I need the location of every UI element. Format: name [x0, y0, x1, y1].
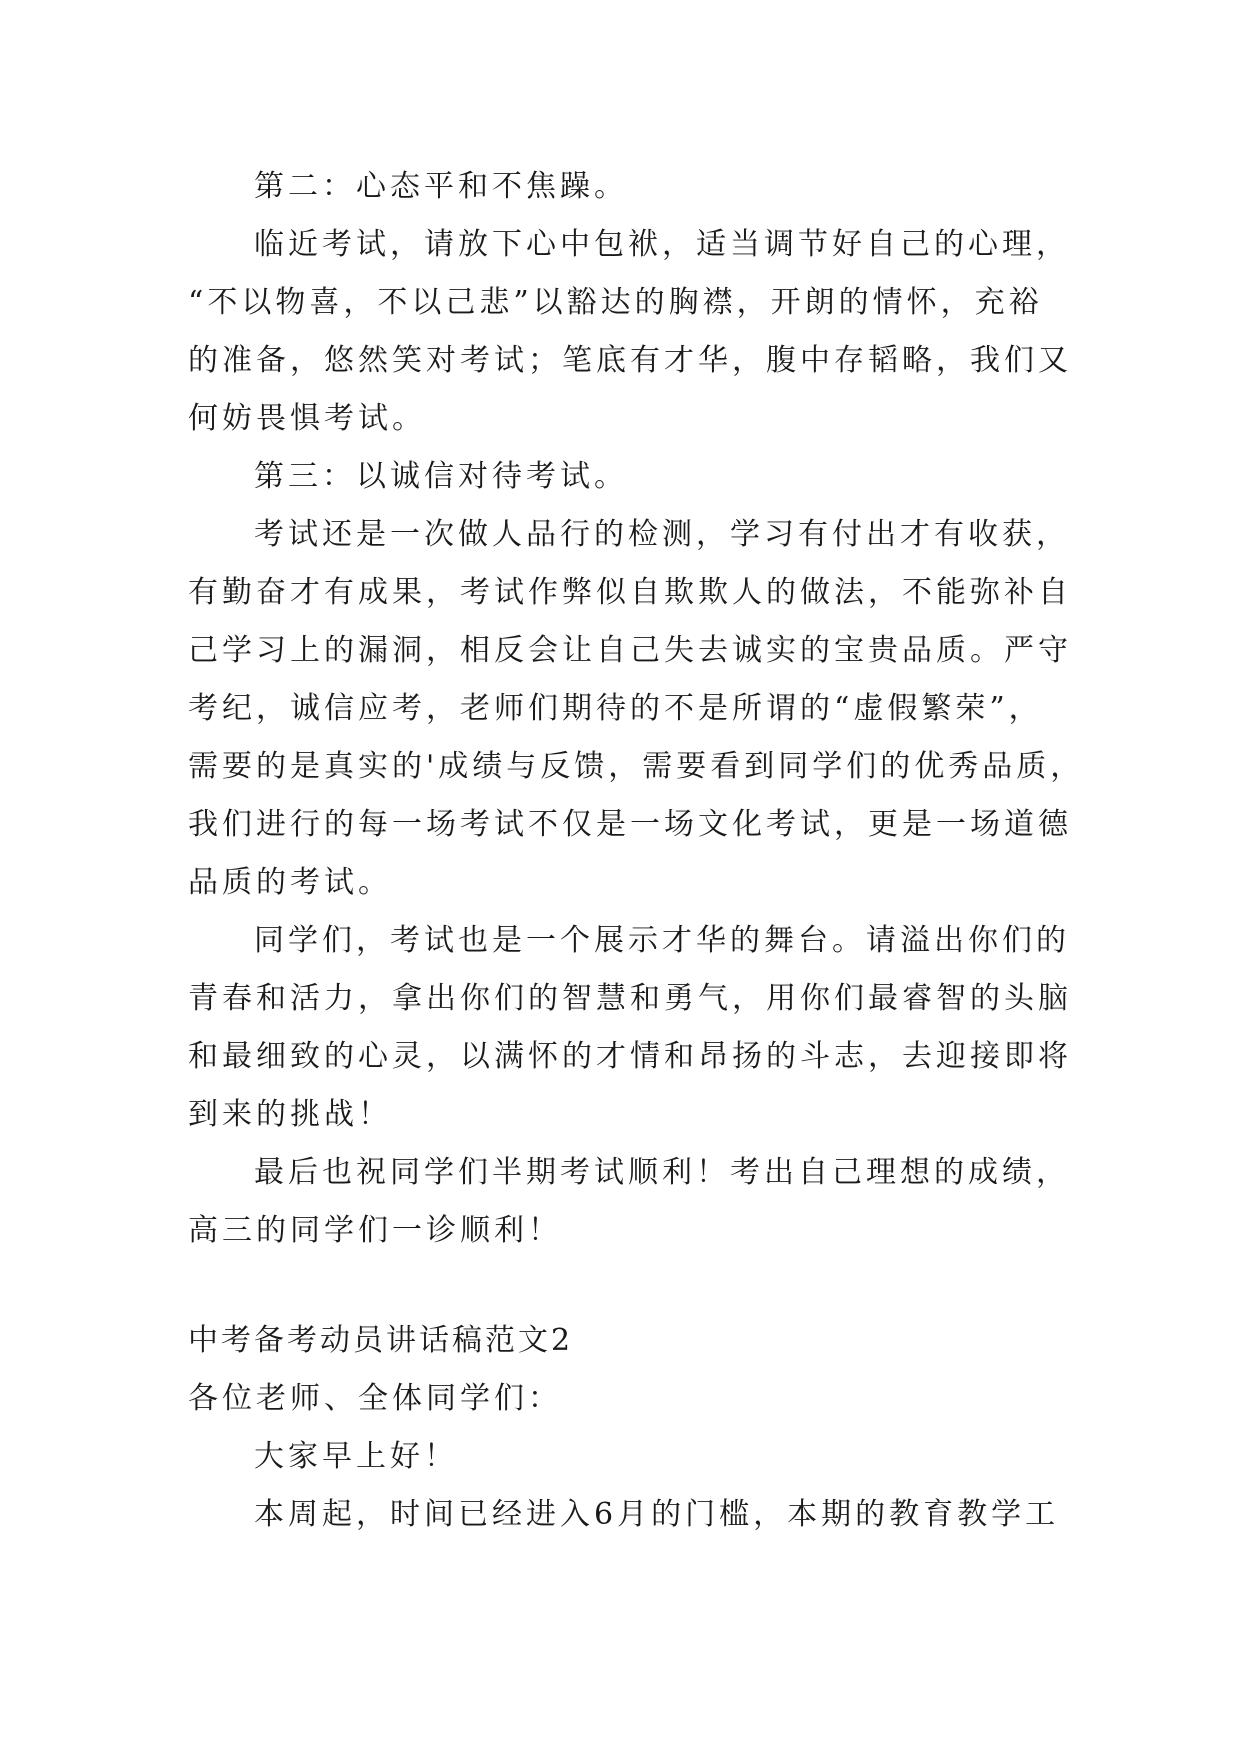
paragraph-line: 需要的是真实的'成绩与反馈，需要看到同学们的优秀品质， [188, 749, 1085, 784]
paragraph-line: 的准备，悠然笑对考试；笔底有才华，腹中存韬略，我们又 [188, 343, 1072, 378]
paragraph-line: 何妨畏惧考试。 [188, 401, 426, 436]
section-spacer [188, 1260, 1068, 1312]
paragraph-line: 和最细致的心灵，以满怀的才情和昂扬的斗志，去迎接即将 [188, 1039, 1072, 1074]
paragraph-line: 临近考试，请放下心中包袱，适当调节好自己的心理， [254, 227, 1070, 262]
section-heading-2: 第二：心态平和不焦躁。 [254, 169, 628, 204]
paragraph-line: 考纪，诚信应考，老师们期待的不是所谓的“虚假繁荣”， [188, 691, 1043, 726]
section-heading-3: 第三：以诚信对待考试。 [254, 459, 628, 494]
paragraph-line: 己学习上的漏洞，相反会让自己失去诚实的宝贵品质。严守 [188, 633, 1072, 668]
greeting: 大家早上好！ [254, 1439, 458, 1474]
paragraph-line: 最后也祝同学们半期考试顺利！考出自己理想的成绩， [254, 1155, 1070, 1190]
paragraph-line: 本周起，时间已经进入6月的门槛，本期的教育教学工 [254, 1497, 1060, 1532]
paragraph-line: “不以物喜，不以己悲”以豁达的胸襟，开朗的情怀，充裕 [188, 285, 1043, 320]
salutation: 各位老师、全体同学们： [188, 1381, 562, 1416]
paragraph-line: 品质的考试。 [188, 865, 392, 900]
paragraph-line: 我们进行的每一场考试不仅是一场文化考试，更是一场道德 [188, 807, 1072, 842]
document-title: 中考备考动员讲话稿范文2 [188, 1323, 574, 1358]
paragraph-line: 同学们，考试也是一个展示才华的舞台。请溢出你们的 [254, 923, 1070, 958]
paragraph-line: 考试还是一次做人品行的检测，学习有付出才有收获， [254, 517, 1070, 552]
paragraph-line: 青春和活力，拿出你们的智慧和勇气，用你们最睿智的头脑 [188, 981, 1072, 1016]
paragraph-line: 到来的挑战！ [188, 1097, 392, 1132]
paragraph-line: 高三的同学们一诊顺利！ [188, 1213, 562, 1248]
document-page [188, 158, 1085, 1544]
paragraph-line: 有勤奋才有成果，考试作弊似自欺欺人的做法，不能弥补自 [188, 575, 1072, 610]
